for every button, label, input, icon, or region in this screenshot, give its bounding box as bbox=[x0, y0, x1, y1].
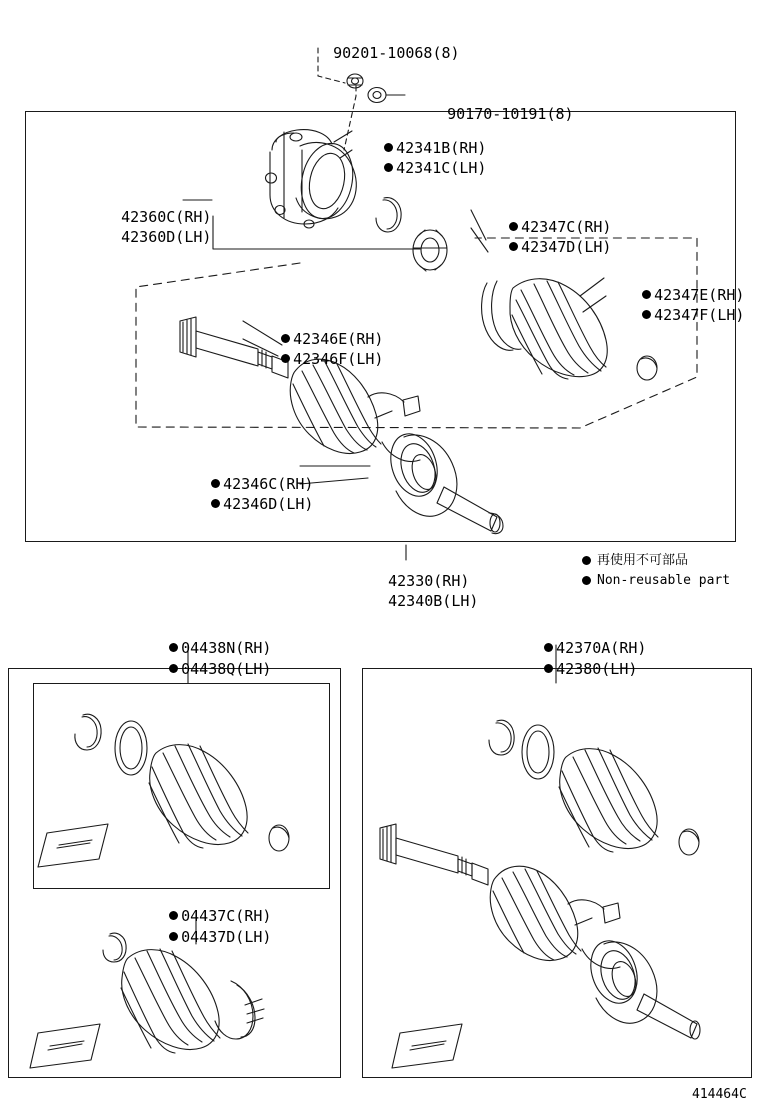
legend-english-text: Non-reusable part bbox=[597, 572, 731, 588]
non-reusable-marker-icon bbox=[281, 354, 290, 363]
callout-90201 bbox=[297, 25, 460, 82]
callout-42346c-text: 42346C(RH) bbox=[223, 475, 314, 493]
non-reusable-marker-icon bbox=[582, 556, 591, 565]
callout-42360c-text: 42360C(RH) bbox=[121, 208, 212, 226]
callout-42341b-text: 42341B(RH) bbox=[396, 139, 487, 157]
legend bbox=[582, 551, 730, 589]
callout-42340b-text: 42340B(LH) bbox=[388, 592, 479, 610]
legend-row-english bbox=[582, 571, 730, 589]
callout-04437d-text: 04437D(LH) bbox=[181, 928, 272, 946]
bottom-right-panel-box bbox=[362, 668, 752, 1078]
callout-42380 bbox=[508, 641, 637, 698]
callout-42346f bbox=[245, 331, 383, 388]
callout-42346d-text: 42346D(LH) bbox=[223, 495, 314, 513]
callout-42347f bbox=[606, 287, 744, 344]
callout-04438n-text: 04438N(RH) bbox=[181, 639, 272, 657]
callout-42330-text: 42330(RH) bbox=[388, 572, 470, 590]
figure-code-text: 414464C bbox=[692, 1087, 747, 1102]
callout-42347d-text: 42347D(LH) bbox=[521, 238, 612, 256]
callout-42370a-text: 42370A(RH) bbox=[556, 639, 647, 657]
callout-42347c-text: 42347C(RH) bbox=[521, 218, 612, 236]
callout-90201-text: 90201-10068(8) bbox=[333, 44, 460, 62]
callout-42340b bbox=[352, 573, 478, 630]
non-reusable-marker-icon bbox=[384, 163, 393, 172]
callout-04438q-text: 04438Q(LH) bbox=[181, 660, 272, 678]
callout-42346e-text: 42346E(RH) bbox=[293, 330, 384, 348]
non-reusable-marker-icon bbox=[169, 932, 178, 941]
legend-japanese-text: 再使用不可部品 bbox=[597, 552, 689, 568]
callout-42347d bbox=[473, 219, 611, 276]
non-reusable-marker-icon bbox=[169, 664, 178, 673]
figure-code bbox=[692, 1087, 747, 1102]
bottom-left-inner-box bbox=[33, 683, 330, 889]
callout-04438q bbox=[133, 641, 271, 698]
callout-42360d-text: 42360D(LH) bbox=[121, 228, 212, 246]
non-reusable-marker-icon bbox=[642, 310, 651, 319]
callout-42347f-text: 42347F(LH) bbox=[654, 306, 745, 324]
callout-04437d bbox=[133, 909, 271, 966]
callout-42347e-text: 42347E(RH) bbox=[654, 286, 745, 304]
non-reusable-marker-icon bbox=[544, 664, 553, 673]
callout-04437c-text: 04437C(RH) bbox=[181, 907, 272, 925]
non-reusable-marker-icon bbox=[582, 576, 591, 585]
callout-42380-text: 42380(LH) bbox=[556, 660, 638, 678]
callout-42346d bbox=[175, 476, 313, 533]
callout-42341c-text: 42341C(LH) bbox=[396, 159, 487, 177]
legend-row-japanese bbox=[582, 551, 730, 569]
callout-90170-text: 90170-10191(8) bbox=[447, 105, 574, 123]
non-reusable-marker-icon bbox=[211, 499, 220, 508]
callout-42360d bbox=[85, 209, 211, 266]
callout-42346f-text: 42346F(LH) bbox=[293, 350, 384, 368]
callout-42341c bbox=[348, 140, 486, 197]
non-reusable-marker-icon bbox=[509, 242, 518, 251]
